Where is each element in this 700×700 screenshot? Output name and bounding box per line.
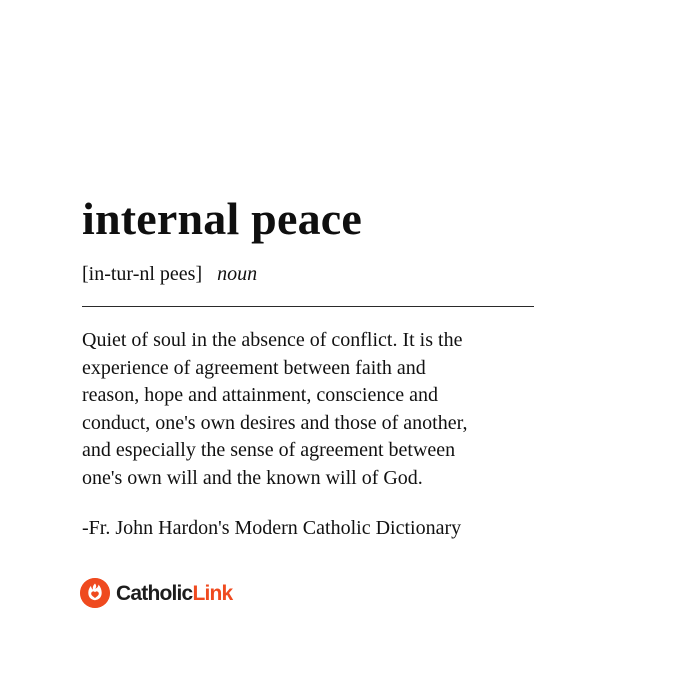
brand-wordmark bbox=[116, 583, 232, 604]
attribution: -Fr. John Hardon's Modern Catholic Dictionary bbox=[82, 517, 462, 539]
definition-line: and especially the sense of agreement between bbox=[82, 439, 456, 462]
catholic-link-logo bbox=[80, 575, 232, 611]
definition-line: conduct, one's own desires and those of another, bbox=[82, 411, 468, 434]
divider-line bbox=[82, 306, 534, 307]
definition-line: reason, hope and attainment, conscience and bbox=[82, 384, 438, 407]
pronunciation: [in-tur-nl pees] bbox=[82, 263, 203, 285]
definition-line: experience of agreement between faith and bbox=[82, 356, 426, 379]
definition-text bbox=[82, 327, 572, 493]
definition-line: one's own will and the known will of God. bbox=[82, 466, 423, 489]
flame-heart-icon bbox=[80, 578, 110, 608]
part-of-speech: noun bbox=[217, 263, 258, 285]
definition-line: Quiet of soul in the absence of conflict. It is the bbox=[82, 329, 463, 351]
pronunciation-row bbox=[82, 264, 257, 284]
brand-name-link: Link bbox=[192, 581, 233, 605]
brand-name-catholic: Catholic bbox=[116, 581, 193, 605]
term-title: internal peace bbox=[82, 193, 363, 244]
